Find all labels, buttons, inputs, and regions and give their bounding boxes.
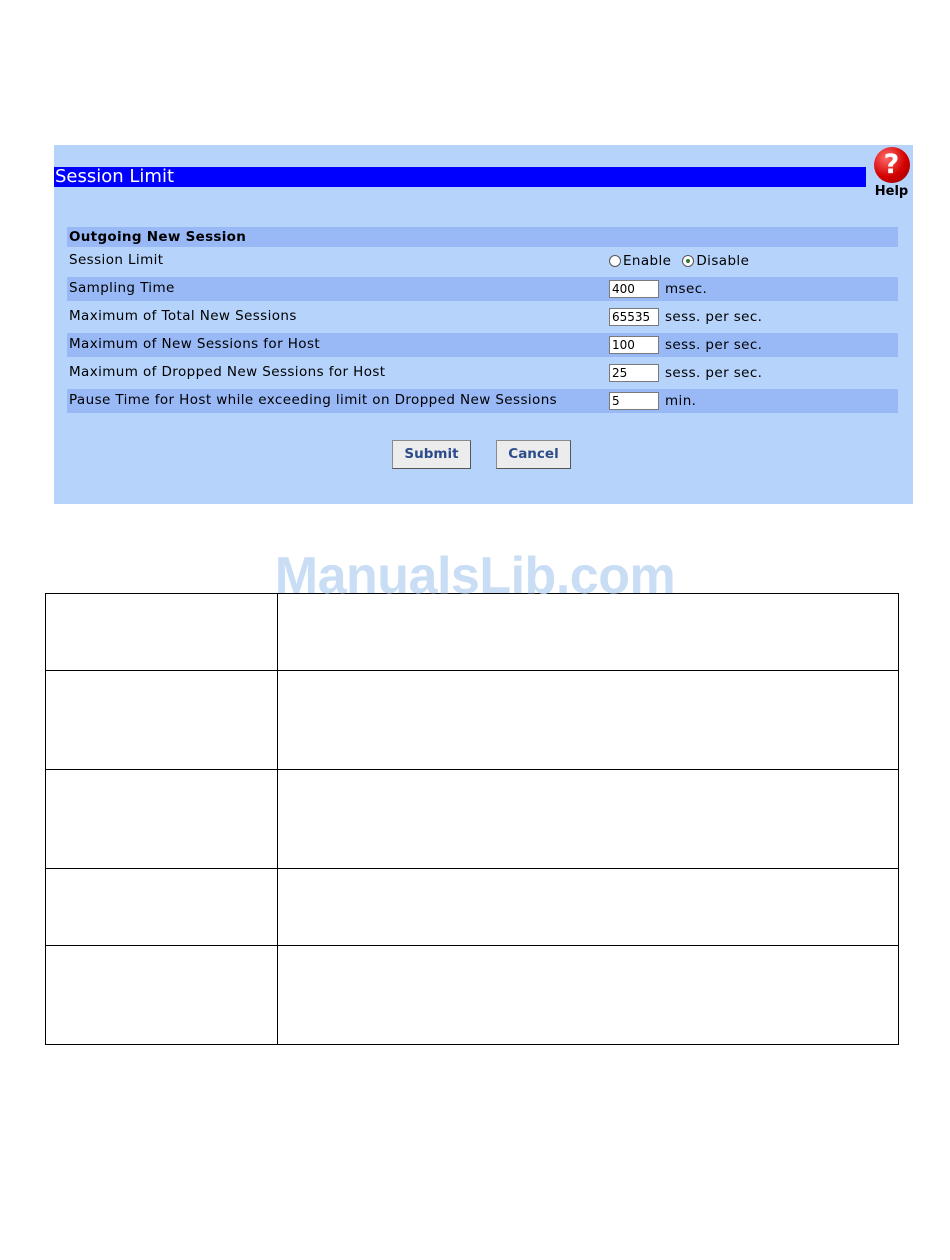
unit-label: min. xyxy=(665,393,697,409)
table-row xyxy=(46,770,899,869)
table-cell xyxy=(278,770,899,869)
unit-label: sess. per sec. xyxy=(665,309,763,325)
table-cell xyxy=(46,946,278,1045)
submit-button[interactable]: Submit xyxy=(392,440,471,469)
session-limit-radio-group xyxy=(609,251,749,271)
table-row xyxy=(46,869,899,946)
max-dropped-sessions-input[interactable] xyxy=(609,364,659,382)
unit-label: sess. per sec. xyxy=(665,365,763,381)
disable-label: Disable xyxy=(696,253,750,269)
row-label: Maximum of Dropped New Sessions for Host xyxy=(69,364,386,380)
session-limit-row xyxy=(67,249,898,273)
max-host-sessions-input[interactable] xyxy=(609,336,659,354)
max-dropped-sessions-row xyxy=(67,361,898,385)
table-cell xyxy=(278,671,899,770)
enable-radio[interactable] xyxy=(609,255,621,267)
row-label: Pause Time for Host while exceeding limit on Dropped New Sessions xyxy=(69,392,558,408)
max-total-sessions-input[interactable] xyxy=(609,308,659,326)
unit-label: msec. xyxy=(665,281,708,297)
disable-radio[interactable] xyxy=(682,255,694,267)
help-icon: ? xyxy=(874,147,910,183)
watermark: ManualsLib.com xyxy=(274,547,676,605)
row-label: Maximum of New Sessions for Host xyxy=(69,336,321,352)
row-label: Maximum of Total New Sessions xyxy=(69,308,297,324)
table-cell xyxy=(46,770,278,869)
max-total-sessions-row xyxy=(67,305,898,329)
row-label: Session Limit xyxy=(69,252,164,268)
session-limit-panel xyxy=(54,145,913,504)
cancel-button[interactable]: Cancel xyxy=(496,440,571,469)
description-table xyxy=(45,593,899,1045)
page-title: Session Limit xyxy=(54,167,866,187)
pause-time-input[interactable] xyxy=(609,392,659,410)
table-cell xyxy=(278,869,899,946)
unit-label: sess. per sec. xyxy=(665,337,763,353)
row-label: Sampling Time xyxy=(69,280,175,296)
help-button[interactable] xyxy=(870,147,913,199)
section-header: Outgoing New Session xyxy=(67,227,898,247)
table-row xyxy=(46,946,899,1045)
table-cell xyxy=(278,946,899,1045)
table-row xyxy=(46,671,899,770)
enable-label: Enable xyxy=(623,253,672,269)
table-cell xyxy=(46,671,278,770)
table-cell xyxy=(46,869,278,946)
help-label: Help xyxy=(874,184,909,199)
pause-time-row xyxy=(67,389,898,413)
max-host-sessions-row xyxy=(67,333,898,357)
sampling-time-row xyxy=(67,277,898,301)
sampling-time-input[interactable] xyxy=(609,280,659,298)
